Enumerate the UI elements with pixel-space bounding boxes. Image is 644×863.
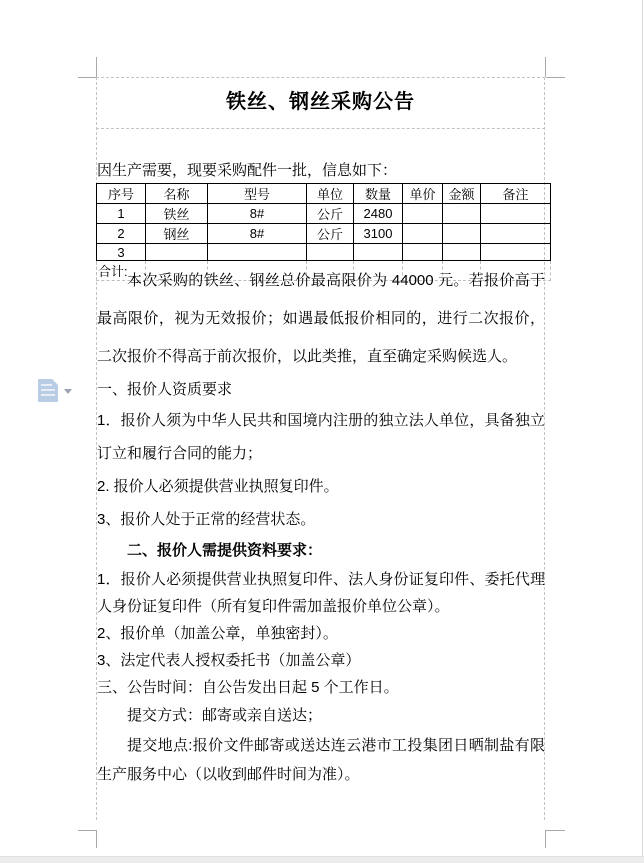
icon-line (41, 384, 52, 386)
col-header-qty: 数量 (354, 184, 403, 204)
total-label-cell: 合计: (97, 261, 146, 281)
icon-line (41, 394, 55, 396)
table-cell (481, 204, 551, 224)
table-cell: 公斤 (307, 224, 354, 244)
table-cell: 3100 (354, 224, 403, 244)
table-cell: 8# (208, 204, 307, 224)
paste-options-icon[interactable] (38, 379, 58, 402)
window-bottom-strip (0, 856, 644, 863)
paste-options-button[interactable] (36, 378, 74, 404)
table-cell: 铁丝 (146, 204, 208, 224)
section1-heading: 一、报价人资质要求 (97, 381, 233, 398)
crop-mark (96, 830, 97, 848)
crop-mark (78, 77, 96, 78)
table-cell (443, 244, 481, 261)
col-header-unit: 单位 (307, 184, 354, 204)
col-header-model: 型号 (208, 184, 307, 204)
title-frame-boundary (96, 128, 545, 130)
section1-item: 3、报价人处于正常的经营状态。 (97, 511, 316, 528)
col-header-remark: 备注 (481, 184, 551, 204)
doc-body (97, 262, 545, 789)
col-header-amount: 金额 (443, 184, 481, 204)
crop-mark (546, 77, 565, 78)
section2-item: 1．报价人必须提供营业执照复印件、法人身份证复印件、委托代理人身份证复印件（所有复印件需加盖报价单位公章）。 (97, 571, 545, 615)
table-cell (443, 224, 481, 244)
page-edge (642, 0, 643, 857)
crop-mark (545, 830, 546, 848)
table-cell (403, 224, 443, 244)
doc-title: 铁丝、钢丝采购公告 (226, 91, 415, 113)
section1-item: 2. 报价人必须提供营业执照复印件。 (97, 478, 339, 495)
section1-item: 1．报价人须为中华人民共和国境内注册的独立法人单位，具备独立订立和履行合同的能力； (97, 412, 545, 462)
table-cell: 8# (208, 224, 307, 244)
table-cell (208, 244, 307, 261)
col-header-unit-price: 单价 (403, 184, 443, 204)
table-cell (354, 244, 403, 261)
table-cell (481, 224, 551, 244)
col-header-seq: 序号 (97, 184, 146, 204)
crop-mark (545, 57, 546, 77)
section2-item: 3、法定代表人授权委托书（加盖公章） (97, 652, 361, 669)
section2-item: 2、报价单（加盖公章，单独密封）。 (97, 625, 338, 642)
table-cell (403, 204, 443, 224)
col-header-name: 名称 (146, 184, 208, 204)
table-row (97, 204, 551, 224)
crop-mark (546, 830, 565, 831)
submit-place-paragraph: 提交地点:报价文件邮寄或送达连云港市工投集团日晒制盐有限生产服务中心（以收到邮件时间为准）。 (97, 737, 545, 783)
table-cell: 3 (97, 244, 146, 261)
price-cap-paragraph: 本次采购的铁丝、钢丝总价最高限价为 44000 元。若报价高于最高限价，视为无效报价；如遇最低报价相同的，进行二次报价，二次报价不得高于前次报价，以此类推，直至确定采购候选人。 (97, 272, 545, 365)
table-header-row (97, 184, 551, 204)
table-cell: 2480 (354, 204, 403, 224)
table-cell (307, 244, 354, 261)
table-cell (403, 244, 443, 261)
table-cell: 钢丝 (146, 224, 208, 244)
table-cell (481, 244, 551, 261)
icon-line (41, 389, 55, 391)
table-cell: 2 (97, 224, 146, 244)
section3-heading: 三、公告时间：自公告发出日起 5 个工作日。 (97, 679, 399, 696)
section2-heading: 二、报价人需提供资料要求： (127, 542, 323, 559)
table-row (97, 244, 551, 261)
page-fold-icon (52, 379, 58, 385)
table-cell (146, 244, 208, 261)
crop-mark (96, 57, 97, 77)
table-cell (443, 204, 481, 224)
dropdown-arrow-icon[interactable] (64, 389, 72, 394)
table-cell: 公斤 (307, 204, 354, 224)
table-row (97, 224, 551, 244)
crop-mark (78, 830, 96, 831)
intro-paragraph: 因生产需要，现要采购配件一批，信息如下： (97, 162, 398, 179)
submit-method-paragraph: 提交方式：邮寄或亲自送达； (127, 707, 323, 724)
table-cell: 1 (97, 204, 146, 224)
